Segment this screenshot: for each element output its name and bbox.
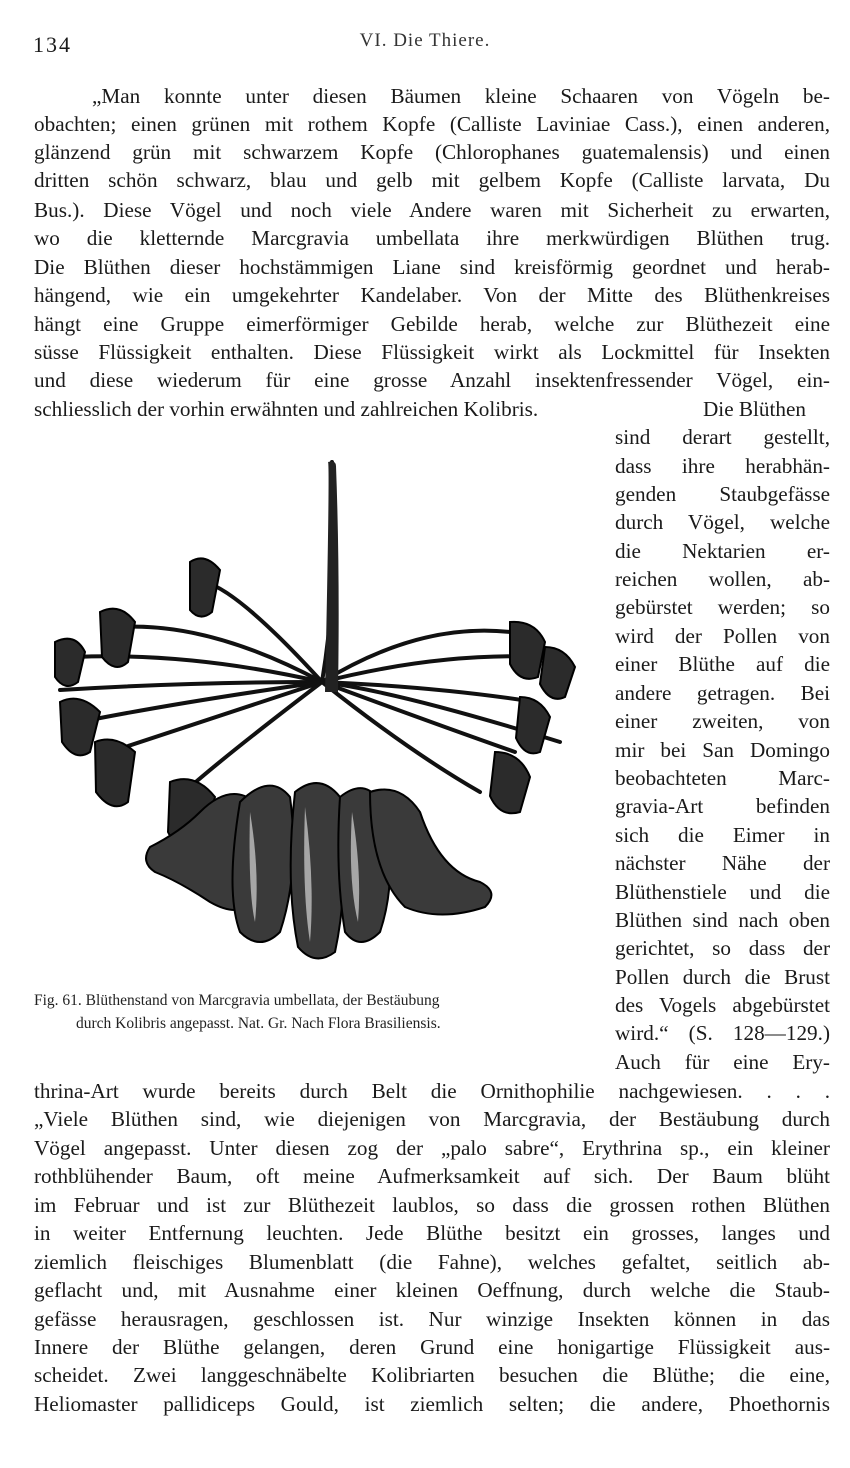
text-line: „Man konnte unter diesen Bäumen kleine Schaaren von Vögeln be- xyxy=(92,84,830,108)
text-line: andere getragen. Bei xyxy=(615,681,830,705)
text-line: wird der Pollen von xyxy=(615,624,830,648)
text-line: süsse Flüssigkeit enthalten. Diese Flüssigkeit wirkt als Lockmittel für Insekten xyxy=(34,340,830,364)
text-line: ziemlich fleischiges Blumenblatt (die Fahne), welches gefaltet, seitlich ab- xyxy=(34,1250,830,1274)
text-line: Blüthenstiele und die xyxy=(615,880,830,904)
running-title: VI. Die Thiere. xyxy=(359,30,491,51)
text-line: hängt eine Gruppe eimerförmiger Gebilde herab, welche zur Blüthezeit eine xyxy=(34,312,830,336)
text-line: Blüthen sind nach oben xyxy=(615,908,830,932)
text-line: durch Vögel, welche xyxy=(615,510,830,534)
figure-caption: durch Kolibris angepasst. Nat. Gr. Nach Flora Brasiliensis. xyxy=(76,1015,441,1032)
text-line: gerichtet, so dass der xyxy=(615,936,830,960)
text-line: Heliomaster pallidiceps Gould, ist ziemlich selten; die andere, Phoethornis xyxy=(34,1392,830,1416)
text-line: „Viele Blüthen sind, wie diejenigen von Marcgravia, der Bestäubung durch xyxy=(34,1107,830,1131)
text-line: schliesslich der vorhin erwähnten und zahlreichen Kolibris. xyxy=(34,397,539,421)
text-line: sich die Eimer in xyxy=(615,823,830,847)
text-line: einer zweiten, von xyxy=(615,709,830,733)
text-line: thrina-Art wurde bereits durch Belt die Ornithophilie nachgewiesen. . . . xyxy=(34,1079,830,1103)
text-line: des Vogels abgebürstet xyxy=(615,993,830,1017)
text-line: gebürstet werden; so xyxy=(615,595,830,619)
text-line: glänzend grün mit schwarzem Kopfe (Chlorophanes guatemalensis) und einen xyxy=(34,140,830,164)
text-line: scheidet. Zwei langgeschnäbelte Kolibriarten besuchen die Blüthe; die eine, xyxy=(34,1363,830,1387)
text-line: wo die kletternde Marcgravia umbellata ihre merkwürdigen Blüthen trug. xyxy=(34,226,830,250)
text-line: rothblühender Baum, oft meine Aufmerksamkeit auf sich. Der Baum blüht xyxy=(34,1164,830,1188)
text-line: Die Blüthen dieser hochstämmigen Liane sind kreisförmig geordnet und herab- xyxy=(34,255,830,279)
text-line: beobachteten Marc- xyxy=(615,766,830,790)
text-line: gefässe herausragen, geschlossen ist. Nur winzige Insekten können in das xyxy=(34,1307,830,1331)
text-line: Die Blüthen xyxy=(703,397,806,421)
page-number: 134 xyxy=(33,32,72,57)
marcgravia-illustration xyxy=(40,452,595,972)
text-line: Innere der Blüthe gelangen, deren Grund eine honigartige Flüssigkeit aus- xyxy=(34,1335,830,1359)
text-line: Bus.). Diese Vögel und noch viele Andere waren mit Sicherheit zu erwarten, xyxy=(34,198,830,222)
text-line: genden Staubgefässe xyxy=(615,482,830,506)
text-line: dritten schön schwarz, blau und gelb mit gelbem Kopfe (Calliste larvata, Du xyxy=(34,168,830,192)
text-line: wird.“ (S. 128—129.) xyxy=(615,1021,830,1045)
text-line: dass ihre herabhän- xyxy=(615,454,830,478)
text-line: Pollen durch die Brust xyxy=(615,965,830,989)
text-line: im Februar und ist zur Blüthezeit laublos, so dass die grossen rothen Blüthen xyxy=(34,1193,830,1217)
text-line: die Nektarien er- xyxy=(615,539,830,563)
text-line: geflacht und, mit Ausnahme einer kleinen Oeffnung, durch welche die Staub- xyxy=(34,1278,830,1302)
text-line: gravia-Art befinden xyxy=(615,794,830,818)
text-line: hängend, wie ein umgekehrter Kandelaber. Von der Mitte des Blüthenkreises xyxy=(34,283,830,307)
text-line: Auch für eine Ery- xyxy=(615,1050,830,1074)
text-line: mir bei San Domingo xyxy=(615,738,830,762)
text-line: und diese wiederum für eine grosse Anzahl insektenfressender Vögel, ein- xyxy=(34,368,830,392)
text-line: in weiter Entfernung leuchten. Jede Blüthe besitzt ein grosses, langes und xyxy=(34,1221,830,1245)
text-line: einer Blüthe auf die xyxy=(615,652,830,676)
text-line: reichen wollen, ab- xyxy=(615,567,830,591)
figure-caption: Fig. 61. Blüthenstand von Marcgravia umbellata, der Bestäubung xyxy=(34,992,440,1009)
text-line: Vögel angepasst. Unter diesen zog der „palo sabre“, Erythrina sp., ein kleiner xyxy=(34,1136,830,1160)
text-line: nächster Nähe der xyxy=(615,851,830,875)
text-line: sind derart gestellt, xyxy=(615,425,830,449)
text-line: obachten; einen grünen mit rothem Kopfe (Calliste Laviniae Cass.), einen anderen, xyxy=(34,112,830,136)
